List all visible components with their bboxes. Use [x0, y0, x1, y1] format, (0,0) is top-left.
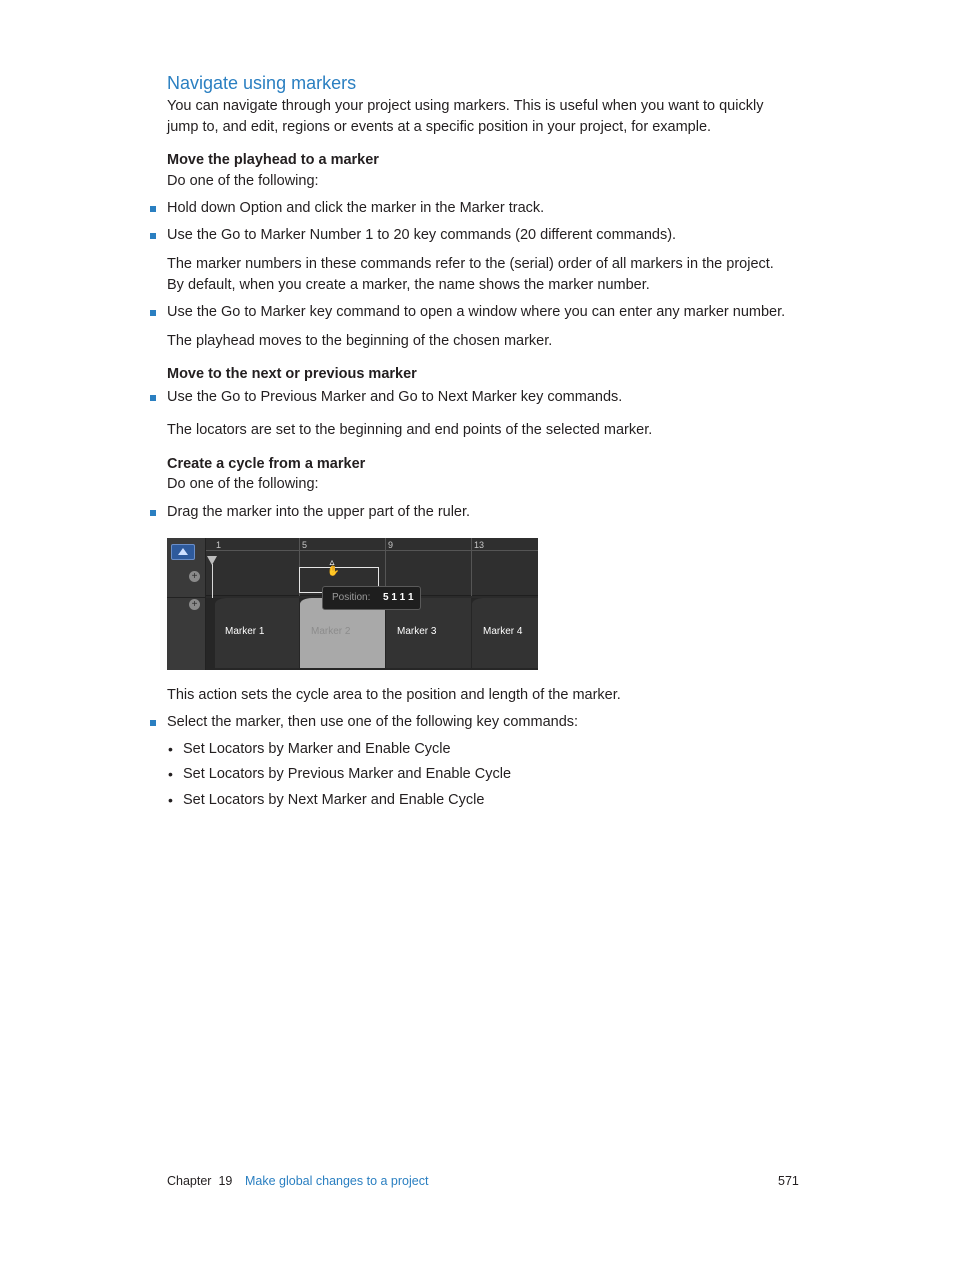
- bullet-dot: •: [168, 741, 173, 757]
- note-text: This action sets the cycle area to the position and length of the marker.: [167, 687, 621, 703]
- bullet-square: [150, 233, 156, 239]
- marker-label: Marker 1: [225, 626, 265, 637]
- marker-track-screenshot: [167, 538, 538, 670]
- bullet-dot: •: [168, 792, 173, 808]
- ruler-line: [206, 550, 538, 551]
- bullet-text: Use the Go to Marker Number 1 to 20 key commands (20 different commands).: [167, 227, 677, 243]
- chapter-label: Chapter: [167, 1174, 212, 1188]
- sub-bullet-text: Set Locators by Next Marker and Enable Cycle: [183, 792, 485, 808]
- lead-text: Do one of the following:: [167, 173, 319, 189]
- ruler-number: 1: [216, 540, 222, 550]
- bullet-dot: •: [168, 766, 173, 782]
- note-text: The playhead moves to the beginning of the chosen marker.: [167, 333, 553, 349]
- lead-text: Do one of the following:: [167, 476, 319, 492]
- intro-line-2: jump to, and edit, regions or events at a specific position in your project, for example.: [167, 119, 712, 135]
- bullet-square: [150, 510, 156, 516]
- bullet-square: [150, 395, 156, 401]
- bullet-text: Use the Go to Previous Marker and Go to Next Marker key commands.: [167, 389, 623, 405]
- bullet-text: Hold down Option and click the marker in the Marker track.: [167, 200, 545, 216]
- marker-label: Marker 3: [397, 626, 437, 637]
- ruler-number: 9: [388, 540, 394, 550]
- marker-label: Marker 2: [311, 626, 351, 637]
- bullet-square: [150, 206, 156, 212]
- bullet-square: [150, 310, 156, 316]
- divider: [167, 597, 205, 598]
- heading-next-previous: Move to the next or previous marker: [167, 366, 417, 382]
- ruler-number: 5: [302, 540, 308, 550]
- heading-create-cycle: Create a cycle from a marker: [167, 456, 366, 472]
- heading-move-playhead: Move the playhead to a marker: [167, 152, 379, 168]
- add-icon[interactable]: +: [189, 599, 200, 610]
- bar-line: [471, 538, 472, 596]
- sub-bullet-text: Set Locators by Previous Marker and Enable Cycle: [183, 766, 512, 782]
- note-text: By default, when you create a marker, the name shows the marker number.: [167, 277, 650, 293]
- marker-label: Marker 4: [483, 626, 523, 637]
- note-text: The locators are set to the beginning and end points of the selected marker.: [167, 422, 653, 438]
- global-tracks-button[interactable]: [171, 544, 195, 560]
- bullet-text: Drag the marker into the upper part of the ruler.: [167, 504, 471, 520]
- add-icon[interactable]: +: [189, 571, 200, 582]
- chapter-number: 19: [218, 1174, 233, 1188]
- page-number: 571: [778, 1174, 799, 1188]
- tooltip-label: Position:: [332, 592, 371, 603]
- ruler-number: 13: [474, 540, 485, 550]
- intro-line-1: You can navigate through your project using markers. This is useful when you want to quickly: [167, 98, 764, 114]
- triangle-icon: [178, 548, 188, 555]
- position-tooltip: [322, 586, 421, 610]
- section-title: Navigate using markers: [167, 73, 357, 93]
- bullet-text: Select the marker, then use one of the following key commands:: [167, 714, 579, 730]
- tooltip-value: 5 1 1 1: [383, 592, 414, 603]
- bullet-square: [150, 720, 156, 726]
- sub-bullet-text: Set Locators by Marker and Enable Cycle: [183, 741, 451, 757]
- hand-cursor-icon: ▵ ✋: [327, 557, 340, 577]
- chapter-title-link[interactable]: Make global changes to a project: [245, 1174, 429, 1188]
- bullet-text: Use the Go to Marker key command to open a window where you can enter any marker number.: [167, 304, 786, 320]
- note-text: The marker numbers in these commands refer to the (serial) order of all markers in the project.: [167, 256, 774, 272]
- footer-chapter: [167, 1174, 232, 1188]
